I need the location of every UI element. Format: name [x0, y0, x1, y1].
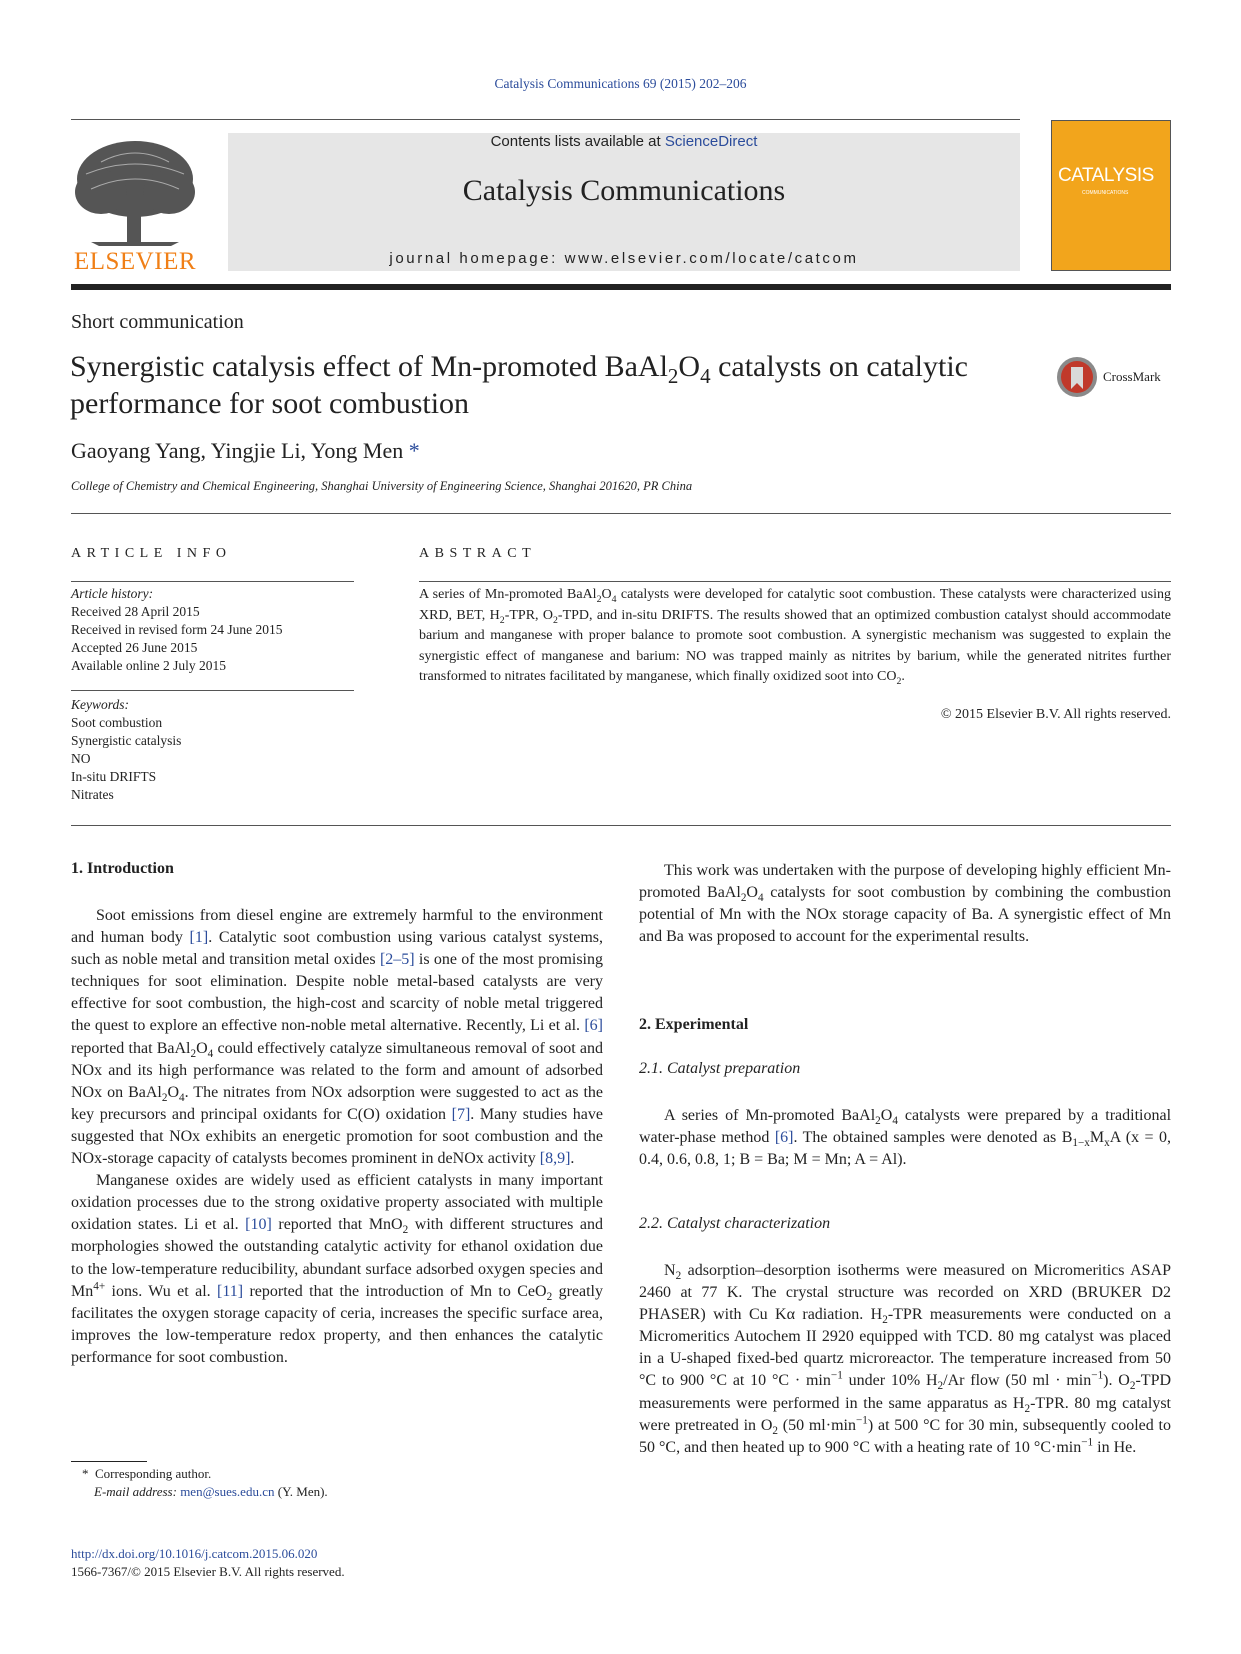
keyword: Synergistic catalysis [71, 733, 182, 748]
contents-prefix: Contents lists available at [490, 133, 665, 150]
intro-paragraph-2: Manganese oxides are widely used as efficient catalysts in many important oxidation processes due to the strong oxidative property associated with multiple oxidation states. Li et al. [10] reported that MnO$_2$ with different structures and morphologies showed the outstanding catalytic activity for ethanol oxidation due to the low-temperature reducibility, abundant surface adsorbed oxygen species and $Mn^{4+}$ ions. Wu et al. [11] reported that the introduction of Mn to CeO$_2$ greatly facilitates the oxygen storage capacity of ceria, increases the specific surface area, improves the low-temperature redox property, and then enhances the catalytic performance for soot combustion. [71, 1172, 604, 1366]
article-info-rule [71, 581, 354, 582]
footer [71, 1545, 345, 1581]
introduction-body [71, 905, 603, 1369]
doi-link[interactable]: http://dx.doi.org/10.1016/j.catcom.2015.06.020 [71, 1546, 318, 1561]
issn-line: 1566-7367/© 2015 Elsevier B.V. All rights reserved. [71, 1564, 345, 1579]
journal-title: Catalysis Communications [462, 174, 786, 207]
keyword: Nitrates [71, 787, 114, 802]
cover-title: CATALYSIS [1058, 165, 1154, 186]
article-history [71, 585, 282, 675]
keywords [71, 696, 181, 804]
experimental-heading: 2. Experimental [639, 1016, 749, 1033]
header-rule [71, 119, 1020, 120]
crossmark-label: CrossMark [1103, 369, 1161, 384]
catalyst-preparation-body: A series of Mn-promoted $BaAl_2O_4$ catalysts were prepared by a traditional water-phase method [6]. The obtained samples were denoted as $B_{1-x}M_xA$ (x = 0, 0.4, 0.6, 0.8, 1; B = Ba; M = Mn; A = Al). [639, 1107, 1172, 1169]
contents-line [228, 133, 1020, 150]
abstract-heading: ABSTRACT [419, 546, 537, 561]
abstract-rule [419, 581, 1171, 582]
keyword: In-situ DRIFTS [71, 769, 157, 784]
catalyst-characterization-heading: 2.2. Catalyst characterization [639, 1215, 831, 1232]
email-suffix: (Y. Men). [274, 1484, 328, 1499]
journal-cover [1051, 120, 1171, 271]
catalyst-preparation-heading: 2.1. Catalyst preparation [639, 1060, 801, 1077]
history-item: Available online 2 July 2015 [71, 658, 226, 673]
keywords-label: Keywords: [71, 697, 129, 712]
history-label: Article history: [71, 586, 154, 601]
abstract-copyright: © 2015 Elsevier B.V. All rights reserved. [940, 707, 1171, 722]
corresponding-author-mark[interactable]: * [408, 438, 420, 463]
abstract-text: A series of Mn-promoted $BaAl_2O_4$ catalysts were developed for catalytic soot combustion. These catalysts were characterized using XRD, BET, $H_2$-TPR, $O_2$-TPD, and in-situ DRIFTS. The results showed that an optimized combustion catalyst should accommodate barium and manganese with proper balance to promote soot combustion. A synergistic mechanism was suggested to explain the synergistic effect of manganese and barium: NO was trapped mainly as nitrites by barium, while the generated nitrites further transformed to nitrates facilitated by manganese, which finally oxidized soot into $CO_2$. [419, 587, 1171, 687]
keyword: NO [71, 751, 91, 766]
intro-paragraph-1: Soot emissions from diesel engine are extremely harmful to the environment and human body [1]. Catalytic soot combustion using various catalyst systems, such as noble metal and transition metal oxides [2–5] is one of the most promising techniques for soot elimination. Despite noble metal-based catalysts are very effective for soot combustion, the high-cost and scarcity of noble metal triggered the quest to explore an effective non-noble metal alternative. Recently, Li et al. [6] reported that $BaAl_2O_4$ could effectively catalyze simultaneous removal of soot and NOx and its high performance was related to the form and amount of adsorbed NOx on $BaAl_2O_4$. The nitrates from NOx adsorption were suggested to act as the key precursors and principal oxidants for C(O) oxidation [7]. Many studies have suggested that NOx exhibits an energetic promotion for soot combustion and the NOx-storage capacity of catalysts becomes prominent in deNOx activity [8,9]. [71, 907, 604, 1168]
intro-paragraph-3: This work was undertaken with the purpose of developing highly efficient Mn-promoted $BaAl_2O_4$ catalysts for soot combustion by combining the combustion potential of Mn with the NOx storage capacity of Ba. A synergistic effect of Mn and Ba was proposed to account for the experimental results. [639, 862, 1172, 946]
journal-reference[interactable]: Catalysis Communications 69 (2015) 202–206 [494, 76, 747, 91]
footnote [82, 1465, 328, 1501]
cover-subtitle: COMMUNICATIONS [1082, 190, 1129, 196]
journal-homepage[interactable]: journal homepage: www.elsevier.com/locate/catcom [389, 250, 859, 267]
sciencedirect-link[interactable]: ScienceDirect [664, 133, 758, 150]
article-info-heading: ARTICLE INFO [71, 546, 232, 561]
crossmark-badge[interactable] [1055, 355, 1161, 399]
introduction-heading: 1. Introduction [71, 860, 174, 877]
title-rule [71, 513, 1171, 514]
email-label: E-mail address: [94, 1484, 181, 1499]
footnote-mark: * [82, 1466, 89, 1481]
header-thick-rule [71, 284, 1171, 290]
footnote-rule [71, 1461, 147, 1462]
affiliation: College of Chemistry and Chemical Engineering, Shanghai University of Engineering Science, Shanghai 201620, PR China [71, 479, 693, 493]
article-title: Synergistic catalysis effect of Mn-promoted $BaAl_2O_4$ catalysts on catalytic performance for soot combustion [70, 350, 968, 420]
elsevier-wordmark: ELSEVIER [73, 248, 197, 275]
history-item: Received in revised form 24 June 2015 [71, 622, 283, 637]
keyword: Soot combustion [71, 715, 163, 730]
catalyst-characterization-body: $N_2$ adsorption–desorption isotherms were measured on Micromeritics ASAP 2460 at 77 K. The crystal structure was recorded on XRD (BRUKER D2 PHASER) with Cu Kα radiation. $H_2$-TPR measurements were conducted on a Micromeritics Autochem II 2920 equipped with TCD. 80 mg catalyst was placed in a U-shaped fixed-bed quartz microreactor. The temperature increased from 50 °C to 900 °C at 10 $^\circ C \cdot \min^{-1}$ under 10% $H_2/Ar$ flow (50 ml · $\min^{-1}$). $O_2$-TPD measurements were performed in the same apparatus as $H_2$-TPR. 80 mg catalyst were pretreated in $O_2$ (50 $ml\cdot\min^{-1}$) at 500 °C for 30 min, subsequently cooled to 50 °C, and then heated up to 900 °C with a heating rate of 10 $^\circ C\cdot\min^{-1}$ in He. [639, 1262, 1172, 1456]
section-type: Short communication [71, 311, 244, 333]
email-link[interactable]: men@sues.edu.cn [180, 1484, 275, 1499]
crossmark-icon [1055, 355, 1099, 399]
history-item: Accepted 26 June 2015 [71, 640, 198, 655]
keywords-rule [71, 690, 354, 691]
corresponding-author-note: Corresponding author. [95, 1466, 212, 1481]
history-item: Received 28 April 2015 [71, 604, 200, 619]
authors: Gaoyang Yang, Yingjie Li, Yong Men * [71, 438, 420, 463]
abstract-bottom-rule [71, 825, 1171, 826]
